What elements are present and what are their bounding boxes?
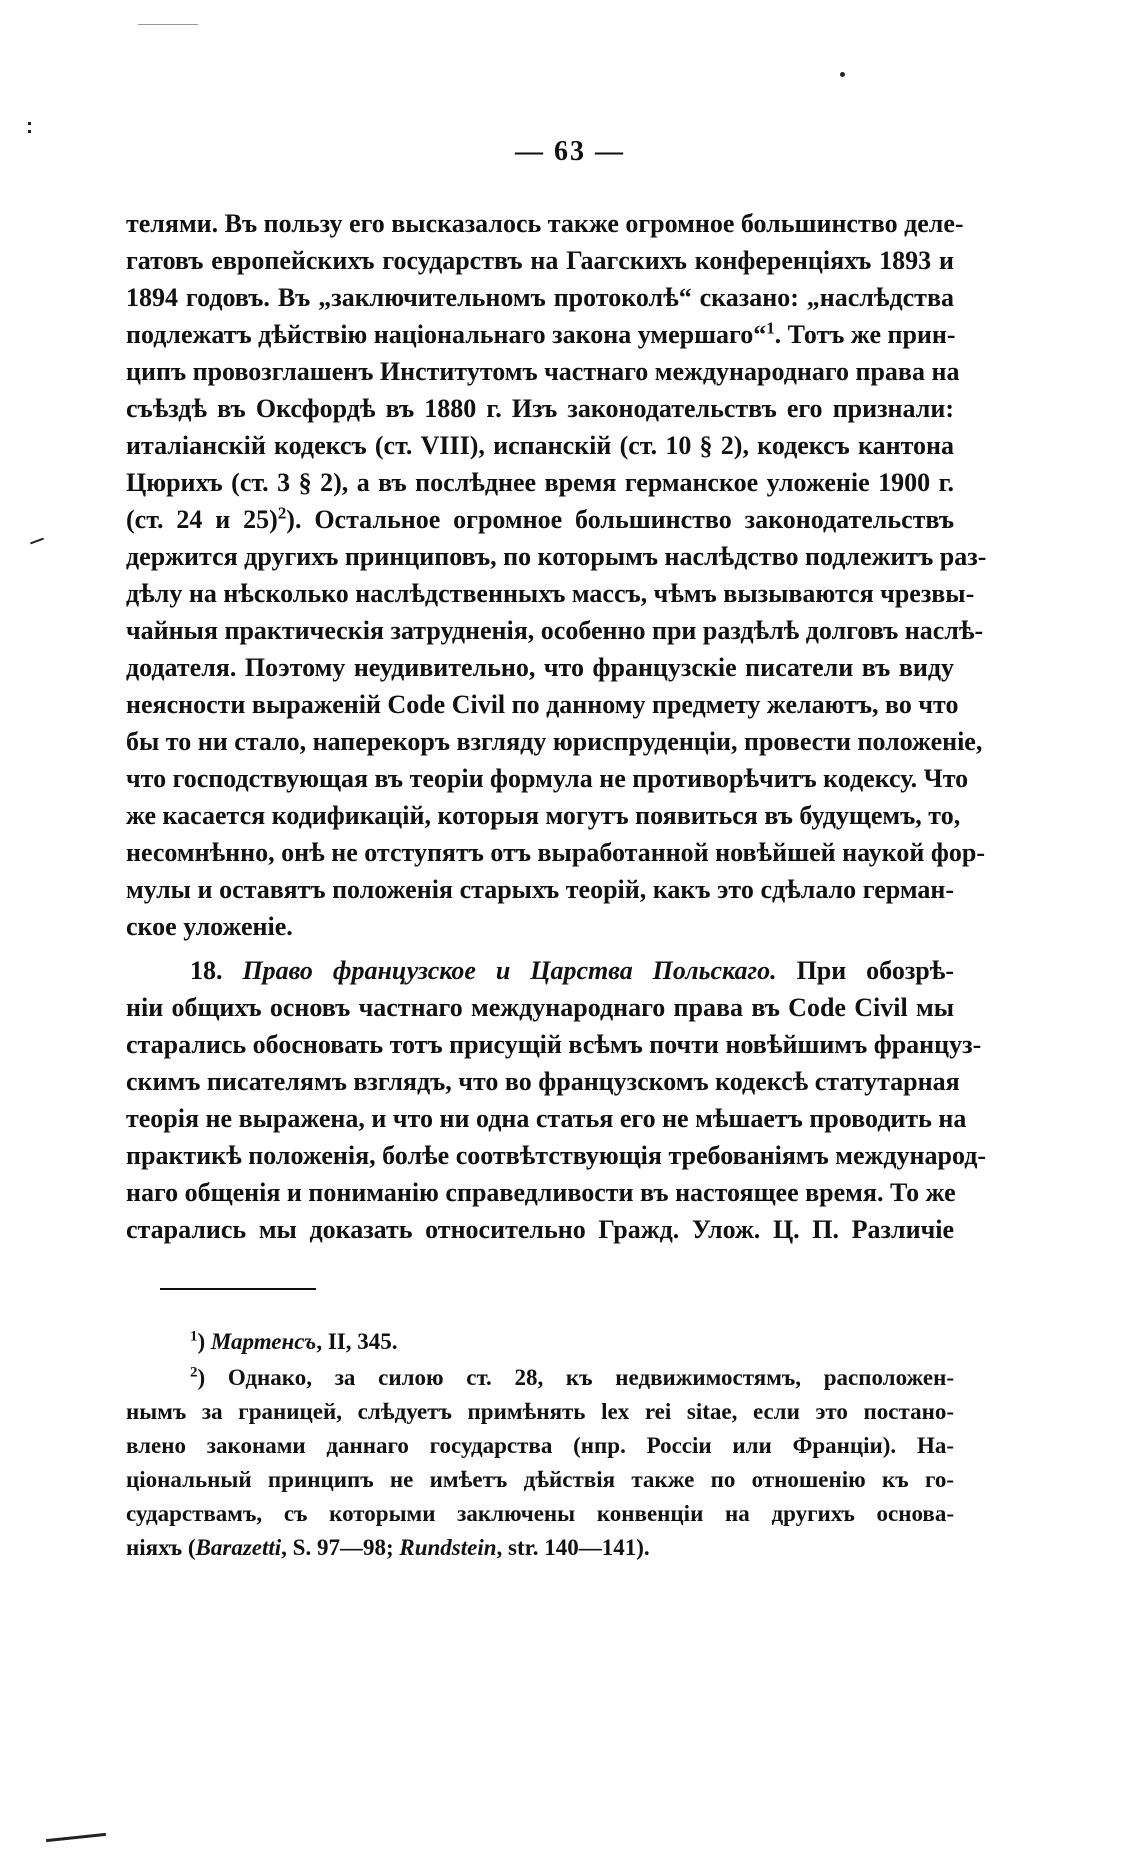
body-line: несомнѣнно, онѣ не отступятъ отъ выработанной новѣйшей наукой фор- <box>126 838 985 867</box>
body-line: съѣздѣ въ Оксфордѣ въ 1880 г. Изъ законодательствъ его признали: <box>126 394 954 423</box>
section-heading-line <box>190 953 954 989</box>
scan-speck <box>30 538 44 545</box>
scan-speck <box>138 24 198 25</box>
body-line: держится другихъ принциповъ, по которымъ наслѣдство подлежитъ раз- <box>126 542 987 571</box>
footnote-2-line: нымъ за границей, слѣдуетъ примѣнять lex rei sitae, если это постано- <box>126 1399 954 1424</box>
scan-speck <box>28 130 31 133</box>
footnote-divider <box>160 1288 316 1290</box>
footnote-marker: 2 <box>190 1364 198 1381</box>
body-line: теорія не выражена, и что ни одна статья его не мѣшаетъ проводить на <box>126 1104 967 1133</box>
scan-speck <box>840 72 845 77</box>
footnote-text: , S. 97—98; <box>281 1535 400 1560</box>
body-line: 1894 годовъ. Въ „заключительномъ протоколѣ“ сказано: „наслѣдства <box>126 283 954 312</box>
section-number: 18. <box>190 956 223 985</box>
body-line: скимъ писателямъ взглядъ, что во французскомъ кодексѣ статутарная <box>126 1067 960 1096</box>
body-line: практикѣ положенія, болѣе соотвѣтствующія требованіямъ международ- <box>126 1141 987 1170</box>
scan-speck <box>46 1833 106 1842</box>
scan-speck <box>28 122 31 125</box>
footnote-2-line: влено законами даннаго государства (нпр. Россіи или Франціи). На- <box>126 1433 954 1458</box>
footnote-ref: 1 <box>766 318 775 338</box>
footnote-text: , II, 345. <box>316 1329 398 1354</box>
page-number: — 63 — <box>515 136 625 167</box>
body-line: же касается кодификацій, которыя могутъ появиться въ будущемъ, то, <box>126 801 961 830</box>
footnote-text: ) Однако, за силою ст. 28, къ недвижимостямъ, расположен- <box>197 1365 954 1390</box>
body-line: телями. Въ пользу его высказалось также огромное большинство деле- <box>126 209 964 238</box>
body-line: наго общенія и пониманію справедливости въ настоящее время. То же <box>126 1178 956 1207</box>
body-line: мулы и оставятъ положенія старыхъ теорій, какъ это сдѣлало герман- <box>126 875 954 904</box>
footnote-citation: Barazetti <box>195 1535 282 1560</box>
body-line-text: (ст. 24 и 25) <box>126 505 278 534</box>
body-line: бы то ни стало, наперекоръ взгляду юриспруденціи, провести положеніе, <box>126 727 983 756</box>
footnote-2-line: сударствамъ, съ которыми заключены конвенціи на другихъ основа- <box>126 1501 954 1526</box>
body-line: старались обосновать тотъ присущій всѣмъ почти новѣйшимъ француз- <box>126 1030 982 1059</box>
footnote-text: ніяхъ ( <box>126 1535 196 1560</box>
body-line: ніи общихъ основъ частнаго международнаго права въ Code Civil мы <box>126 993 954 1022</box>
footnote-2-line <box>126 1532 954 1564</box>
body-line <box>126 502 954 538</box>
body-line: гатовъ европейскихъ государствъ на Гаагскихъ конференціяхъ 1893 и <box>126 246 954 275</box>
footnote-citation: Rundstein <box>399 1535 497 1560</box>
body-line: что господствующая въ теоріи формула не противорѣчитъ кодексу. Что <box>126 764 969 793</box>
body-line: старались мы доказать относительно Гражд. Улож. Ц. П. Различіе <box>126 1215 954 1244</box>
footnote-1: $^1$) Мартенсъ, II, 345. <box>190 1328 398 1354</box>
body-line: неясности выраженій Code Civil по данному предмету желаютъ, во что <box>126 690 959 719</box>
footnote-text: , str. 140—141). <box>496 1535 650 1560</box>
body-line: ципъ провозглашенъ Институтомъ частнаго международнаго права на <box>126 357 960 386</box>
body-line <box>126 317 954 353</box>
body-line: Цюрихъ (ст. 3 § 2), а въ послѣднее время германское уложеніе 1900 г. <box>126 468 954 497</box>
section-title: Право французское и Царства Польскаго. <box>242 956 777 985</box>
body-line-text: . Тотъ же прин- <box>774 320 956 349</box>
footnote-marker: 1 <box>190 1328 198 1345</box>
body-line: чайныя практическія затрудненія, особенно при раздѣлѣ долговъ наслѣ- <box>126 616 984 645</box>
body-line: ское уложеніе. <box>126 912 293 941</box>
body-line-text: ). Остальное огромное большинство законодательствъ <box>286 505 954 534</box>
body-line-text: При обозрѣ- <box>796 956 954 985</box>
body-line-text: подлежатъ дѣйствію національнаго закона умершаго“ <box>126 320 767 349</box>
footnote-2-line <box>190 1362 954 1394</box>
body-line: дѣлу на нѣсколько наслѣдственныхъ массъ, чѣмъ вызываются чрезвы- <box>126 579 975 608</box>
footnote-author: Мартенсъ <box>210 1329 317 1354</box>
body-line: италіанскій кодексъ (ст. VIII), испанскій (ст. 10 § 2), кодексъ кантона <box>126 431 954 460</box>
footnote-2-line: ціональный принципъ не имѣетъ дѣйствія также по отношенію къ го- <box>126 1467 954 1492</box>
body-line: додателя. Поэтому неудивительно, что французскіе писатели въ виду <box>126 653 954 682</box>
footnote-ref: 2 <box>277 503 287 523</box>
